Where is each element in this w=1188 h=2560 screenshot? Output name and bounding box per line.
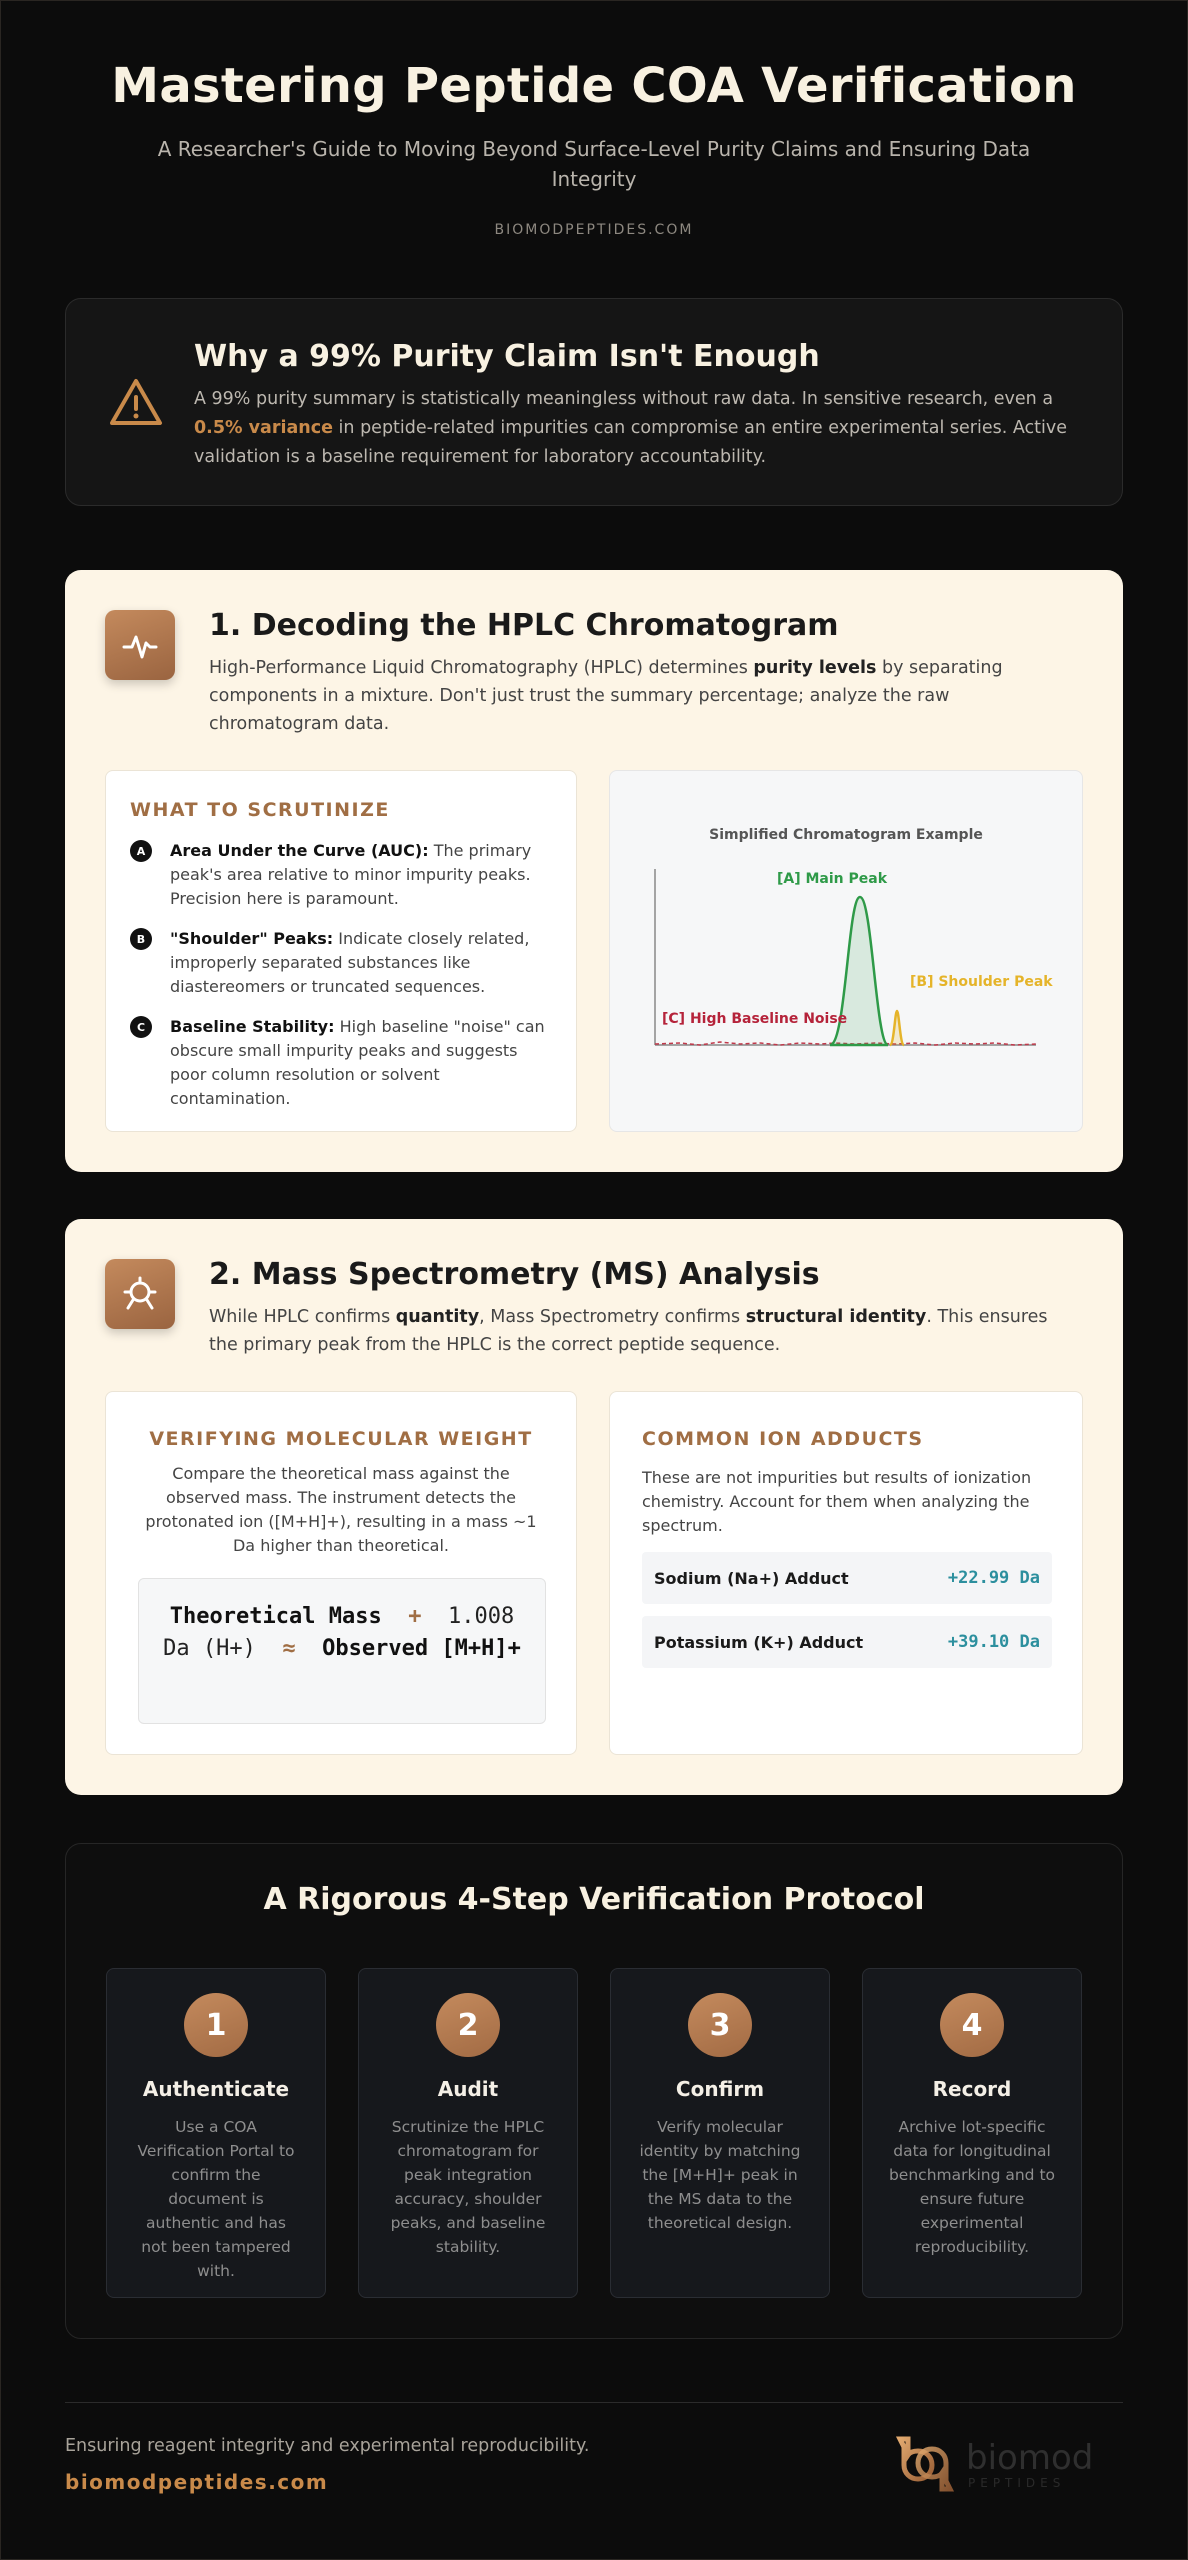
list-item: B "Shoulder" Peaks: Indicate closely related, improperly separated substances like diastereomers or truncated sequences.	[130, 927, 550, 999]
scrutinize-panel	[105, 770, 577, 1132]
shoulder-peak-label: [B] Shoulder Peak	[910, 974, 1053, 990]
logo-sub: PEPTIDES	[968, 2476, 1066, 2490]
page-subtitle: A Researcher's Guide to Moving Beyond Surface-Level Purity Claims and Ensuring Data Integrity	[157, 137, 1031, 191]
mw-heading: VERIFYING MOLECULAR WEIGHT	[149, 1428, 533, 1450]
shoulder-peak	[890, 1011, 904, 1045]
warning-text: A 99% purity summary is statistically meaningless without raw data. In sensitive research, even a 0.5% variance in peptide-related impurities can compromise an entire experimental series. Active validation is a baseline requirement for laboratory accountability.	[194, 389, 1067, 467]
step-text: Archive lot-specific data for longitudinal benchmarking and to ensure future experimental reproducibility.	[888, 2118, 1056, 2256]
ms-title: 2. Mass Spectrometry (MS) Analysis	[209, 1257, 820, 1292]
step-text: Scrutinize the HPLC chromatogram for peak integration accuracy, shoulder peaks, and baseline stability.	[390, 2118, 546, 2256]
protocol-section	[65, 1843, 1123, 2339]
ion-adducts-panel	[609, 1391, 1083, 1755]
variance-highlight: 0.5% variance	[194, 418, 333, 438]
step-card-record	[862, 1968, 1082, 2298]
step-number: 1	[184, 1993, 248, 2057]
page-title: Mastering Peptide COA Verification	[111, 58, 1077, 114]
main-peak-label: [A] Main Peak	[776, 871, 888, 887]
pulse-icon	[105, 610, 175, 680]
badge-b: B	[130, 928, 152, 950]
adducts-text: These are not impurities but results of ionization chemistry. Account for them when analyzing the spectrum.	[642, 1468, 1032, 1535]
site-label: BIOMODPEPTIDES.COM	[494, 222, 694, 238]
adduct-row-sodium: Sodium (Na+) Adduct +22.99 Da	[642, 1552, 1052, 1604]
chromatogram-chart	[610, 771, 1084, 1133]
step-card-audit	[358, 1968, 578, 2298]
step-text: Use a COA Verification Portal to confirm the document is authentic and has not been tampered with.	[137, 2118, 295, 2280]
step-title: Authenticate	[142, 2077, 290, 2101]
badge-c: C	[130, 1016, 152, 1038]
list-item: C Baseline Stability: High baseline "noise" can obscure small impurity peaks and suggests poor column resolution or solvent contamination.	[130, 1015, 550, 1111]
step-title: Audit	[437, 2077, 499, 2101]
step-card-confirm	[610, 1968, 830, 2298]
footer-tagline: Ensuring reagent integrity and experimental reproducibility.	[65, 2436, 590, 2456]
footer-divider	[65, 2402, 1123, 2403]
logo-word: biomod	[966, 2438, 1094, 2478]
step-text: Verify molecular identity by matching the [M+H]+ peak in the MS data to the theoretical design.	[639, 2118, 801, 2232]
molecule-icon	[105, 1259, 175, 1329]
step-number: 3	[688, 1993, 752, 2057]
purity-warning-card	[65, 298, 1123, 506]
step-title: Confirm	[675, 2077, 765, 2101]
badge-a: A	[130, 840, 152, 862]
hplc-description: High-Performance Liquid Chromatography (HPLC) determines purity levels by separating components in a mixture. Don't just trust the summary percentage; analyze the raw chromatogram data.	[209, 658, 1003, 734]
step-title: Record	[932, 2077, 1012, 2101]
adduct-row-potassium: Potassium (K+) Adduct +39.10 Da	[642, 1616, 1052, 1668]
chart-title: Simplified Chromatogram Example	[709, 827, 983, 843]
warning-title: Why a 99% Purity Claim Isn't Enough	[194, 339, 820, 374]
step-number: 2	[436, 1993, 500, 2057]
warning-triangle-icon	[106, 373, 166, 433]
step-card-authenticate	[106, 1968, 326, 2298]
protocol-title: A Rigorous 4-Step Verification Protocol	[263, 1882, 925, 1917]
scrutinize-heading: WHAT TO SCRUTINIZE	[130, 799, 390, 821]
hplc-section	[65, 570, 1123, 1172]
noise-label: [C] High Baseline Noise	[662, 1011, 848, 1027]
molecular-weight-panel	[105, 1391, 577, 1755]
step-number: 4	[940, 1993, 1004, 2057]
biomod-logo	[896, 2433, 1126, 2495]
adducts-heading: COMMON ION ADDUCTS	[642, 1428, 924, 1450]
mw-text: Compare the theoretical mass against the observed mass. The instrument detects the protonated ion ([M+H]+), resulting in a mass ~1 Da higher than theoretical.	[145, 1464, 537, 1555]
ms-description: While HPLC confirms quantity, Mass Spectrometry confirms structural identity. This ensures the primary peak from the HPLC is the correct peptide sequence.	[209, 1307, 1048, 1355]
mass-formula: Theoretical Mass + 1.008 Da (H+) ≈ Observed [M+H]+	[138, 1578, 546, 1724]
footer-site-link[interactable]: biomodpeptides.com	[65, 2470, 329, 2494]
hplc-title: 1. Decoding the HPLC Chromatogram	[209, 608, 839, 643]
list-item: A Area Under the Curve (AUC): The primary peak's area relative to minor impurity peaks. Precision here is paramount.	[130, 839, 550, 911]
ms-section	[65, 1219, 1123, 1795]
chromatogram-panel	[609, 770, 1083, 1132]
